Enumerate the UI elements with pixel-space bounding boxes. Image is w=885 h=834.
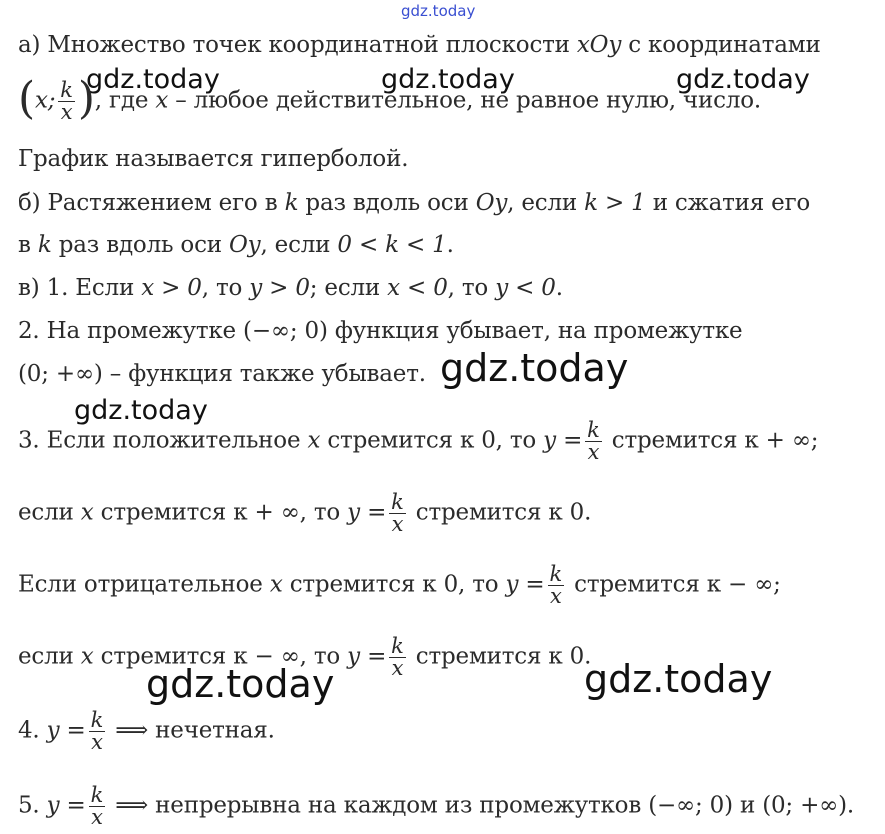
math-y-equals: y =: [543, 427, 583, 454]
text: .: [555, 275, 563, 301]
math-k: k: [37, 232, 52, 258]
watermark: gdz.today: [676, 64, 810, 95]
watermark: gdz.today: [74, 395, 208, 426]
math-condition: y > 0: [249, 275, 310, 301]
math-y-equals: y =: [46, 792, 86, 819]
math-xoy: xOy: [576, 32, 622, 58]
text: ⟹ нечетная.: [108, 717, 275, 744]
answer-c-item-3-line-3: [18, 564, 781, 607]
denominator: x: [389, 657, 406, 679]
text: , то: [201, 275, 250, 301]
math-y-equals: y =: [505, 571, 545, 598]
text: раз вдоль оси: [51, 232, 229, 258]
text: Если отрицательное: [18, 571, 270, 598]
math-x: x: [80, 643, 94, 670]
text: стремится к + ∞, то: [93, 499, 348, 526]
text: с координатами: [621, 32, 821, 58]
answer-c-item-3-line-2: [18, 492, 591, 535]
denominator: x: [58, 101, 75, 123]
fraction-k-over-x: [585, 420, 602, 463]
text: .: [446, 232, 454, 258]
text: стремится к 0.: [408, 643, 592, 670]
math-oy: Oy: [475, 190, 508, 216]
text: стремится к 0.: [408, 499, 592, 526]
denominator: x: [585, 441, 602, 463]
math-x: x;: [34, 87, 56, 114]
math-y-equals: y =: [46, 717, 86, 744]
math-x: x: [155, 87, 169, 114]
numerator: k: [90, 783, 104, 807]
math-condition: k > 1: [584, 190, 646, 216]
denominator: x: [548, 585, 565, 607]
fraction-k-over-x: [89, 710, 106, 753]
denominator: x: [389, 513, 406, 535]
paren-open: (: [18, 72, 35, 124]
math-k: k: [284, 190, 299, 216]
fraction-k-over-x: [548, 564, 565, 607]
numerator: k: [587, 418, 600, 442]
math-condition: x > 0: [141, 275, 202, 301]
fraction-k-over-x: [389, 636, 406, 679]
answer-c-item-2-line-2: (0; +∞) – функция также убывает.: [18, 361, 426, 387]
answer-a-line-3: График называется гиперболой.: [18, 146, 409, 172]
answer-c-item-1: [18, 274, 563, 302]
watermark: gdz.today: [146, 662, 335, 706]
math-condition: x < 0: [387, 275, 448, 301]
denominator: x: [89, 806, 106, 828]
fraction-k-over-x: [58, 80, 75, 123]
watermark: gdz.today: [584, 657, 773, 701]
answer-a-line-1: [18, 31, 821, 59]
watermark-top: gdz.today: [401, 2, 476, 20]
text: и сжатия его: [645, 190, 811, 216]
numerator: k: [549, 562, 563, 586]
watermark: gdz.today: [440, 346, 629, 390]
text: если: [18, 499, 81, 526]
math-oy: Oy: [229, 232, 261, 258]
text: 5.: [18, 792, 47, 819]
watermark: gdz.today: [86, 64, 220, 95]
text: б) Растяжением его в: [18, 190, 285, 216]
text: , где: [94, 87, 156, 114]
text: ; если: [309, 275, 388, 301]
text: , то: [447, 275, 496, 301]
text: стремится к 0, то: [320, 427, 544, 454]
text: если: [18, 643, 81, 670]
math-condition: y < 0: [495, 275, 556, 301]
answer-c-item-2-line-1: 2. На промежутке (−∞; 0) функция убывает, на промежутке: [18, 318, 743, 344]
math-y-equals: y =: [347, 643, 387, 670]
answer-c-item-4: [18, 710, 275, 753]
answer-b-line-1: [18, 189, 810, 217]
math-y-equals: y =: [347, 499, 387, 526]
math-x: x: [269, 571, 283, 598]
answer-b-line-2: [18, 231, 454, 259]
answer-c-item-3-line-1: [18, 420, 818, 463]
text: а) Множество точек координатной плоскости: [18, 32, 577, 58]
numerator: k: [60, 78, 73, 102]
denominator: x: [89, 731, 106, 753]
text: 3. Если положительное: [18, 427, 308, 454]
text: , если: [507, 190, 585, 216]
text: в: [18, 232, 38, 258]
fraction-k-over-x: [389, 492, 406, 535]
text: стремится к 0, то: [282, 571, 506, 598]
answer-c-item-5: [18, 785, 854, 828]
numerator: k: [391, 490, 404, 514]
text: 4.: [18, 717, 47, 744]
text: стремится к + ∞;: [604, 427, 819, 454]
text: ⟹ непрерывна на каждом из промежутков (−∞; 0) и (0; +∞).: [108, 792, 854, 819]
text: стремится к − ∞, то: [93, 643, 348, 670]
numerator: k: [90, 708, 104, 732]
text: в) 1. Если: [18, 275, 142, 301]
watermark: gdz.today: [381, 64, 515, 95]
math-condition: 0 < k < 1: [337, 232, 447, 258]
text: – любое действительное, не равное нулю, число.: [168, 87, 762, 114]
paren-close: ): [77, 72, 95, 124]
text: , если: [260, 232, 338, 258]
numerator: k: [391, 634, 404, 658]
text: раз вдоль оси: [298, 190, 476, 216]
math-x: x: [307, 427, 321, 454]
text: стремится к − ∞;: [567, 571, 781, 598]
answer-c-item-3-line-4: [18, 636, 591, 679]
fraction-k-over-x: [89, 785, 106, 828]
math-x: x: [80, 499, 94, 526]
